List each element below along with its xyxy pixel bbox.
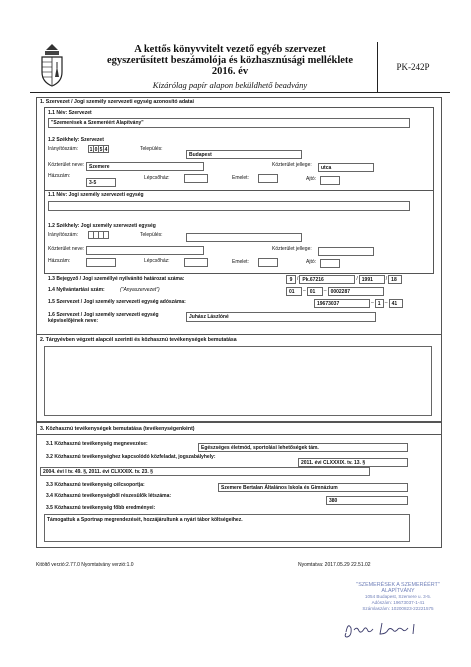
org-stair-label: Lépcsőház:	[144, 175, 170, 181]
unit-name-label: 1.1 Név: Jogi személy szervezeti egység	[48, 192, 144, 198]
representative-label-line1: 1.6 Szervezet / Jogi személy szervezeti egység	[48, 312, 159, 318]
org-street-label: Közterület neve:	[48, 162, 85, 168]
unit-name-field[interactable]	[48, 201, 410, 211]
header-rule	[30, 92, 450, 93]
representative-label-line2: képviselőjének neve:	[48, 318, 99, 324]
public-task-label: 3.2 Közhasznú tevékenységhez kapcsolódó közfeladat, jogszabályhely:	[46, 454, 216, 460]
tax-part-1: 19673037	[314, 299, 370, 308]
unit-house-label: Házszám:	[48, 258, 71, 264]
tax-number-label: 1.5 Szervezet / Jogi személy szervezeti egység adószáma:	[48, 299, 186, 305]
stamp-type: ALAPÍTVÁNY	[381, 588, 415, 594]
zip-digit: 0	[94, 147, 98, 153]
beneficiaries-label: 3.4 Közhasznú tevékenységből részesülők létszáma:	[46, 493, 172, 499]
reg-part-3: 1991	[359, 275, 385, 284]
public-task-extra-field[interactable]: 2004. évi I tv. 49. §, 2011. évi CLXXXIX. tv. 23. §	[40, 467, 370, 476]
reg-number-field[interactable]	[286, 275, 402, 284]
regnum-part-3: 0002287	[328, 287, 384, 296]
zip-digit	[103, 231, 109, 239]
stamp-address: 1054 Budapest, Szemere u. 3-5.	[364, 594, 432, 599]
stamp-name: "SZEMERÉSEK A SZEMERÉÉRT"	[356, 582, 440, 588]
org-city-field[interactable]: Budapest	[186, 150, 302, 159]
zip-digit: 4	[104, 147, 108, 153]
unit-stair-field[interactable]	[184, 258, 208, 267]
unit-zip-cells[interactable]	[88, 231, 108, 239]
section3-title: 3. Közhasznú tevékenységek bemutatása (tevékenységenként)	[40, 426, 195, 432]
section2-title: 2. Tárgyévben végzett alapcél szerinti és közhasznú tevékenységek bemutatása	[40, 337, 237, 343]
form-title-line1: A kettős könyvvitelt vezető egyéb szervezet	[134, 44, 326, 55]
org-door-label: Ajtó:	[306, 176, 317, 182]
footer-printed: Nyomtatva: 2017.05.29 22.51.02	[298, 562, 371, 568]
org-street-field[interactable]: Szemere	[86, 162, 204, 171]
org-house-field[interactable]: 3-5	[86, 178, 116, 187]
unit-street-field[interactable]	[86, 246, 204, 255]
activity-name-field[interactable]: Egészséges életmód, sportolási lehetőségek tám.	[198, 443, 408, 452]
unit-door-field[interactable]	[320, 259, 340, 268]
representative-field[interactable]: Juhász Lászlóné	[186, 312, 376, 322]
unit-street-type-field[interactable]	[318, 247, 374, 256]
reg-part-4: 18	[388, 275, 402, 284]
regnum-part-2: 01	[307, 287, 323, 296]
unit-floor-field[interactable]	[258, 258, 278, 267]
org-name-field[interactable]: "Szemerések a Szemeréért Alapítvány"	[48, 118, 410, 128]
regnum-hint: ("Anyaszervezet")	[120, 287, 160, 293]
section2-textarea[interactable]	[44, 346, 432, 416]
slash-sep: /	[356, 276, 358, 282]
unit-house-field[interactable]	[86, 258, 116, 267]
stamp-account: Számlaszám: 10200823-22221575	[362, 606, 434, 611]
org-seat-label: 1.2 Székhely: Szervezet	[48, 137, 104, 143]
unit-street-label: Közterület neve:	[48, 246, 85, 252]
organization-stamp	[338, 582, 458, 612]
dash-sep: –	[384, 300, 388, 306]
org-floor-field[interactable]	[258, 174, 278, 183]
org-street-type-label: Közterület jellege:	[272, 162, 312, 168]
form-title-line2: egyszerűsített beszámolója és közhasznúsági melléklete	[106, 55, 354, 66]
form-title	[72, 44, 388, 77]
org-house-label: Házszám:	[48, 173, 71, 179]
org-zip-cells[interactable]	[88, 145, 108, 153]
unit-city-label: Település:	[140, 232, 163, 238]
results-label: 3.5 Közhasznú tevékenység főbb eredményei:	[46, 505, 156, 511]
signature-icon	[342, 618, 432, 640]
stamp-tax: Adószám: 19673037-1-41	[371, 600, 425, 605]
reg-part-2: Pk.67216	[299, 275, 355, 284]
public-task-field[interactable]: 2011. évi CLXXXIX. tv. 13. §	[298, 458, 408, 467]
slash-sep: /	[385, 276, 388, 282]
activity-name-label: 3.1 Közhasznú tevékenység megnevezése:	[46, 441, 148, 447]
form-subtitle: Kizárólag papír alapon beküldhető beadvány	[152, 80, 308, 90]
org-floor-label: Emelet:	[232, 175, 249, 181]
regnum-part-1: 01	[286, 287, 302, 296]
dash-sep: –	[303, 288, 306, 294]
zip-digit: 1	[89, 147, 93, 153]
org-door-field[interactable]	[320, 176, 340, 185]
slash-sep: /	[297, 276, 299, 282]
target-group-label: 3.3 Közhasznú tevékenység célcsoportja:	[46, 482, 145, 488]
dash-sep: –	[323, 288, 327, 294]
unit-seat-label: 1.2 Székhely: Jogi személy szervezeti egység	[48, 223, 156, 229]
beneficiaries-field[interactable]: 380	[326, 496, 408, 505]
reg-number-label: 1.3 Bejegyző / Jogi személlyé nyilvánító határozat száma:	[48, 276, 185, 282]
org-zip-label: Irányítószám:	[48, 146, 79, 152]
org-street-type-field[interactable]: utca	[318, 163, 374, 172]
org-city-label: Település:	[140, 146, 163, 152]
tax-part-3: 41	[389, 299, 403, 308]
section1-title: 1. Szervezet / Jogi személy szervezeti egység azonosító adatai	[40, 99, 194, 105]
form-code: PK-242P	[396, 62, 430, 72]
reg-part-1: 9	[286, 275, 296, 284]
footer-version: Kitöltő verzió:2.77.0 Nyomtatvány verzió:1.0	[36, 562, 134, 568]
results-field[interactable]: Támogattuk a Sportnap megrendezését, hozzájárultunk a nyári tábor költségeihez.	[44, 514, 410, 542]
dash-sep: –	[371, 300, 374, 306]
tax-number-field[interactable]	[314, 299, 403, 308]
coat-of-arms-icon	[38, 42, 66, 88]
unit-zip-label: Irányítószám:	[48, 232, 79, 238]
target-group-field[interactable]: Szemere Bertalan Általános Iskola és Gimnázium	[218, 483, 408, 492]
unit-street-type-label: Közterület jellege:	[272, 246, 312, 252]
unit-stair-label: Lépcsőház:	[144, 258, 170, 264]
unit-city-field[interactable]	[186, 233, 302, 242]
regnum-label: 1.4 Nyilvántartási szám:	[48, 287, 105, 293]
org-stair-field[interactable]	[184, 174, 208, 183]
form-title-line3: 2016. év	[211, 66, 249, 77]
org-name-label: 1.1 Név: Szervezet	[48, 110, 92, 116]
zip-digit: 5	[99, 147, 103, 153]
header-divider	[377, 42, 378, 92]
tax-part-2: 1	[375, 299, 384, 308]
unit-door-label: Ajtó:	[306, 259, 317, 265]
unit-floor-label: Emelet:	[232, 259, 249, 265]
regnum-field[interactable]	[286, 287, 384, 296]
